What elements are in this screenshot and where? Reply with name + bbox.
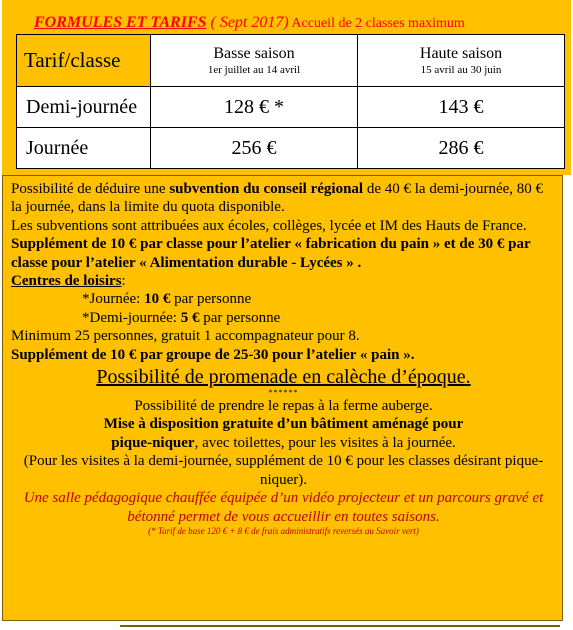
column-title: Haute saison (419, 44, 503, 62)
table-cell: 286 € (358, 128, 565, 169)
row-label: Demi-journée (17, 87, 151, 128)
pique-nique-line (11, 434, 556, 452)
table-row (17, 128, 565, 169)
table-row (17, 87, 565, 128)
title-capacity: Accueil de 2 classes maximum (288, 16, 465, 31)
salle-pedagogique: Une salle pédagogique chauffée équipée d’un vidéo projecteur et un parcours gravé et bétonné permet de vous accueillir en toutes saisons. (23, 490, 544, 525)
centres-journee (11, 290, 556, 308)
title-main: FORMULES ET TARIFS (34, 14, 207, 31)
text-span: *Demi-journée: (82, 309, 181, 326)
column-haute-saison (358, 35, 565, 87)
info-panel (2, 175, 563, 621)
tarifs-header-panel (2, 0, 571, 175)
text-span: Possibilité de déduire une (11, 181, 170, 197)
demi-journee-visites: (Pour les visites à la demi-journée, supplément de 10 € pour les classes désirant pique-niquer). (23, 453, 544, 488)
price-value: 10 € (144, 291, 171, 308)
groupe-supplement: Supplément de 10 € par groupe de 25-30 pour l’atelier « pain ». (11, 346, 415, 363)
column-dates: 1er juillet au 14 avril (207, 63, 301, 76)
text-span: *Journée: (82, 291, 145, 308)
table-cell: 128 € * (151, 87, 358, 128)
text-span: par personne (170, 291, 252, 308)
atelier-supplement: Supplément de 10 € par classe pour l’atelier « fabrication du pain » et de 30 € par classe pour l’atelier « Alimentation durable - Lycées » . (11, 236, 531, 271)
row-label: Journée (17, 128, 151, 169)
table-header-row (17, 35, 565, 87)
table-cell: 256 € (151, 128, 358, 169)
centres-label: Centres de loisirs (11, 273, 122, 290)
centres-heading (11, 272, 556, 290)
tarif-footnote: (* Tarif de base 120 € + 8 € de frais administratifs reversés au Savoir vert) (148, 525, 419, 536)
text-span: , avec toilettes, pour les visites à la journée. (194, 434, 456, 451)
minimum-line: Minimum 25 personnes, gratuit 1 accompagnateur pour 8. (11, 328, 360, 345)
pricing-table (16, 34, 565, 169)
bottom-divider (0, 621, 573, 630)
price-value: 5 € (180, 309, 200, 326)
repas-line: Possibilité de prendre le repas à la ferme auberge. (134, 398, 433, 415)
corner-label: Tarif/classe (17, 35, 151, 87)
column-dates: 15 avril au 30 juin (420, 63, 502, 76)
promenade-caleche: Possibilité de promenade en calèche d’époque. (96, 366, 471, 389)
column-title: Basse saison (213, 44, 295, 62)
subvention-label: subvention du conseil régional (169, 181, 364, 197)
text-span: : (121, 273, 126, 290)
divider-line (120, 625, 560, 627)
table-cell: 143 € (358, 87, 565, 128)
column-basse-saison (151, 35, 358, 87)
title-date: ( Sept 2017) (206, 14, 289, 31)
page-title (34, 12, 554, 34)
pique-nique-label: pique-niquer (111, 434, 195, 451)
separator-stars: ****** (268, 388, 299, 398)
subventions-attribution: Les subventions sont attribuées aux écoles, collèges, lycée et IM des Hauts de France. (11, 217, 527, 234)
subvention-paragraph (11, 180, 556, 217)
centres-demi-journee (11, 309, 556, 327)
text-span: de 40 € la demi-journée, 80 € la journée, dans la limite du quota disponible. (11, 181, 544, 216)
mise-disposition-line: Mise à disposition gratuite d’un bâtiment aménagé pour (103, 416, 464, 433)
text-span: par personne (199, 309, 281, 326)
